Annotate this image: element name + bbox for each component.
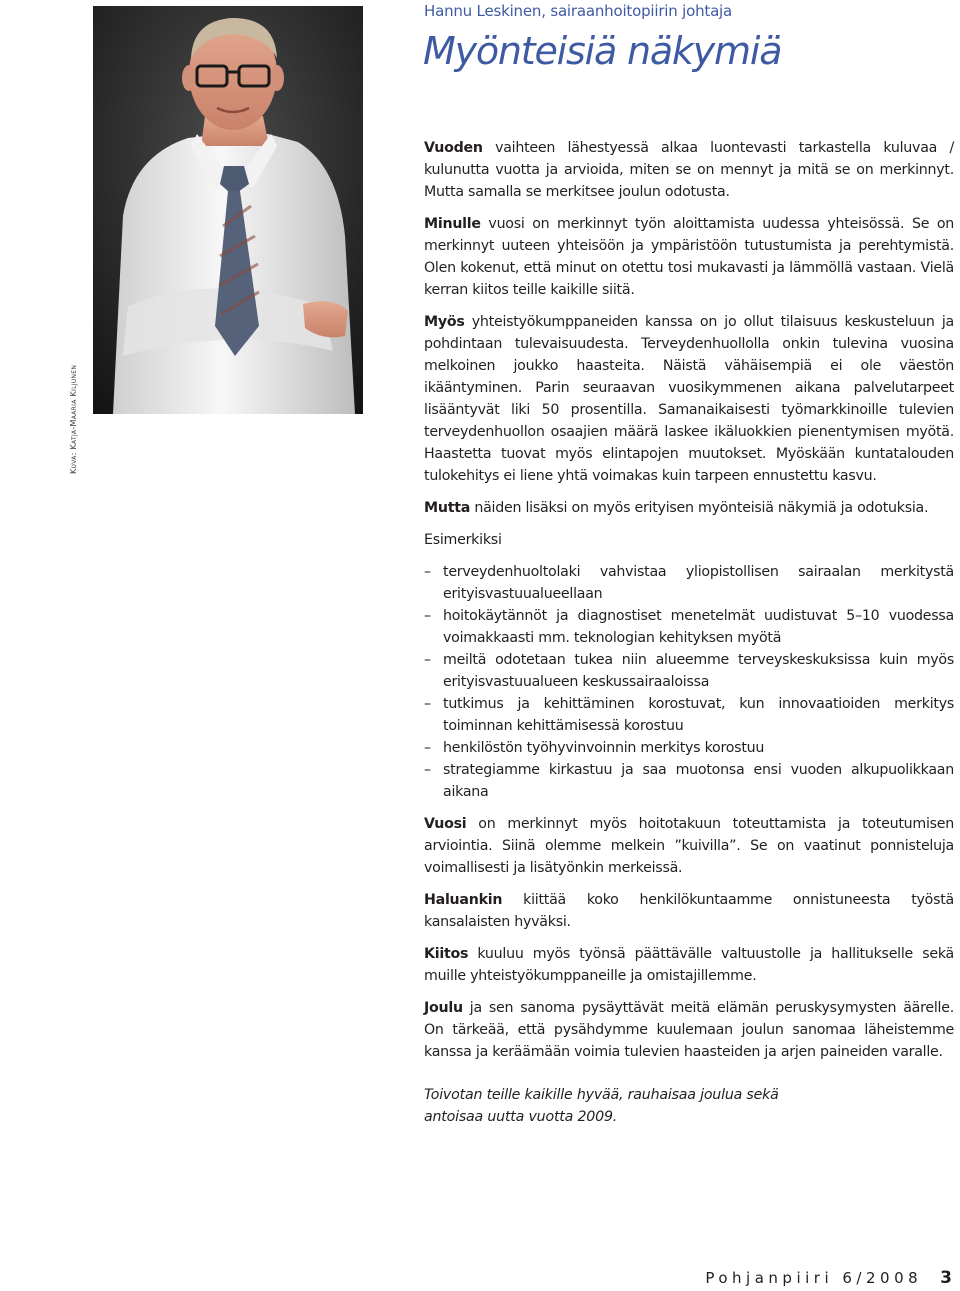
author-byline: Hannu Leskinen, sairaanhoitopiirin johtaja (424, 2, 733, 20)
paragraph-lead: Haluankin (424, 892, 503, 908)
paragraph-lead: Vuosi (424, 816, 467, 832)
paragraph-lead: Mutta (424, 500, 471, 516)
paragraph (424, 497, 954, 519)
greeting-line: Toivotan teille kaikille hyvää, rauhaisaa joulua sekä (424, 1087, 779, 1103)
list-item: – tutkimus ja kehittäminen korostuvat, kun innovaatioiden merkitys toiminnan kehittämisessä korostuu (424, 693, 954, 737)
paragraph-lead: Joulu (424, 1000, 463, 1016)
paragraph (424, 137, 954, 203)
list-item: – meiltä odotetaan tukea niin alueemme terveyskeskuksissa kuin myös erityisvastuualueen keskussairaaloissa (424, 649, 954, 693)
paragraph-lead: Vuoden (424, 140, 483, 156)
page-footer (705, 1268, 952, 1288)
list-intro: Esimerkiksi (424, 532, 502, 548)
paragraph-text: ja sen sanoma pysäyttävät meitä elämän peruskysymysten äärelle. On tärkeää, että pysähdymme kuulemaan joulun sanomaa läheistemme kanssa ja keräämään voimia tulevien haasteiden ja arjen paineiden varalle. (424, 1000, 954, 1060)
paragraph (424, 311, 954, 487)
greeting-line: antoisaa uutta vuotta 2009. (424, 1109, 618, 1125)
paragraph-text: kuuluu myös työnsä päättävälle valtuustolle ja hallitukselle sekä muille yhteistyökumppaneille ja omistajillemme. (424, 946, 954, 984)
publication-name: Pohjanpiiri 6/2008 (705, 1269, 923, 1287)
paragraph-text: on merkinnyt myös hoitotakuun toteuttamista ja toteutumisen arviointia. Siinä olemme melkein ”kuivilla”. Se on vaatinut ponnisteluja voimallisesti ja lisätyönkin merkeissä. (424, 816, 954, 876)
paragraph (424, 943, 954, 987)
photo-credit: Kuva: Katja-Maaria Kiljunen (69, 364, 78, 474)
paragraph-lead: Minulle (424, 216, 481, 232)
paragraph (424, 997, 954, 1063)
paragraph-lead: Kiitos (424, 946, 469, 962)
list-item: – strategiamme kirkastuu ja saa muotonsa ensi vuoden alkupuolikkaan aikana (424, 759, 954, 803)
article-body (424, 137, 954, 1073)
closing-greeting (424, 1084, 824, 1128)
paragraph-text: kiittää koko henkilökuntaamme onnistuneesta työstä kansalaisten hyväksi. (424, 892, 954, 930)
list-item: – terveydenhuoltolaki vahvistaa yliopistollisen sairaalan merkitystä erityisvastuualueellaan (424, 561, 954, 605)
paragraph-lead: Myös (424, 314, 465, 330)
paragraph-text: näiden lisäksi on myös erityisen myönteisiä näkymiä ja odotuksia. (470, 500, 929, 516)
page-number: 3 (940, 1268, 952, 1288)
list-item: – henkilöstön työhyvinvoinnin merkitys korostuu (424, 737, 954, 759)
list-item: – hoitokäytännöt ja diagnostiset menetelmät uudistuvat 5–10 vuodessa voimakkaasti mm. teknologian kehityksen myötä (424, 605, 954, 649)
paragraph-text: vuosi on merkinnyt työn aloittamista uudessa yhteisössä. Se on merkinnyt uuteen yhteisöön ja ympäristöön tutustumista ja perehtymistä. Olen kokenut, että minut on otettu tosi mukavasti ja lämmöllä vastaan. Vielä kerran kiitos teille kaikille siitä. (424, 216, 954, 298)
portrait-photo (93, 6, 363, 414)
paragraph (424, 213, 954, 301)
paragraph-text: vaihteen lähestyessä alkaa luontevasti tarkastella kuluvaa / kulunutta vuotta ja arvioida, miten se on mennyt ja mitä se on merkinnyt. Mutta samalla se merkitsee joulun odotusta. (424, 140, 954, 200)
paragraph (424, 889, 954, 933)
paragraph (424, 813, 954, 879)
article-title: Myönteisiä näkymiä (423, 29, 782, 73)
bullet-list (424, 561, 954, 803)
paragraph-text: yhteistyökumppaneiden kanssa on jo ollut tilaisuus keskusteluun ja pohdintaan tulevaisuudesta. Terveydenhuollolla onkin tulevina vuosina melkoinen joukko haasteita. Näistä vähäisempiä ei ole väestön ikääntyminen. Parin seuraavan vuosikymmenen aikana palvelutarpeet lisääntyvät liki 50 prosentilla. Samanaikaisesti työmarkkinoille tulevien terveydenhuollon osaajien määrä laskee ikäluokkien pienentymisen myötä. Haastetta tuovat myös elintapojen muutokset. Myöskään kuntatalouden tulokehitys ei liene yhtä voimakas kuin tarpeen ennustettu kasvu. (424, 314, 954, 484)
